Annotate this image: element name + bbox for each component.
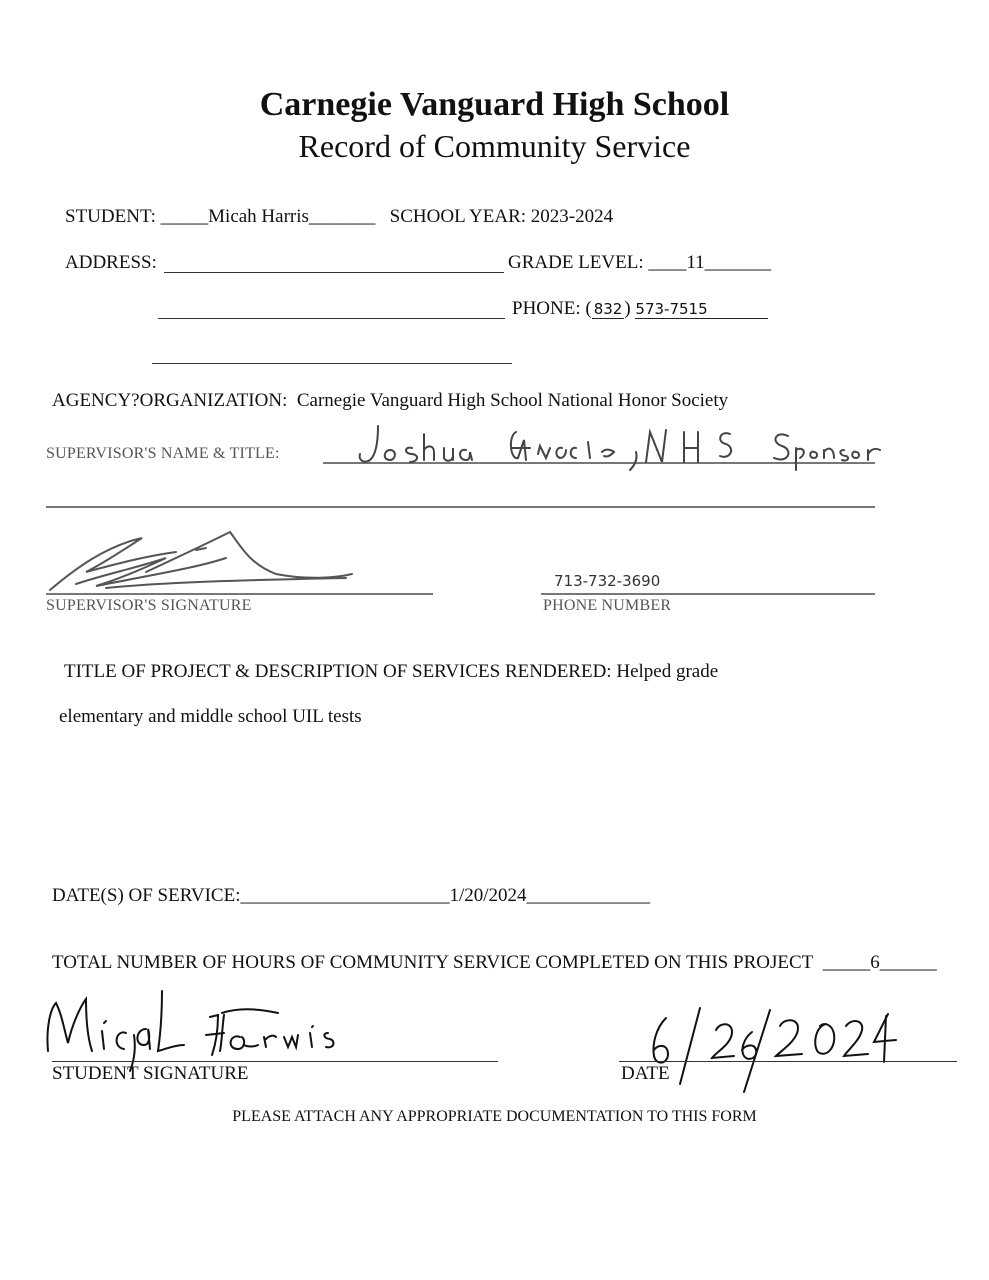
address-line-1[interactable] bbox=[164, 272, 504, 273]
phone-label: PHONE: bbox=[512, 298, 581, 319]
supervisor-signature-graphic bbox=[46, 528, 366, 598]
phone-area-code[interactable]: 832 bbox=[593, 300, 623, 318]
supervisor-signature-label: SUPERVISOR'S SIGNATURE bbox=[46, 597, 252, 614]
project-label: TITLE OF PROJECT & DESCRIPTION OF SERVICES RENDERED: bbox=[64, 661, 612, 682]
student-signature-line[interactable] bbox=[52, 1061, 498, 1062]
grade-underline-post: _______ bbox=[704, 252, 772, 273]
agency-row bbox=[52, 390, 728, 412]
address-label: ADDRESS: bbox=[65, 252, 157, 273]
hours-row bbox=[52, 952, 937, 974]
student-name-underline-pre: _____ bbox=[160, 206, 209, 227]
date-signed-handwriting bbox=[640, 1004, 900, 1094]
student-name[interactable]: Micah Harris bbox=[208, 206, 309, 227]
hours-label: TOTAL NUMBER OF HOURS OF COMMUNITY SERVICE COMPLETED ON THIS PROJECT bbox=[52, 952, 814, 973]
student-signature-label: STUDENT SIGNATURE bbox=[52, 1063, 249, 1084]
address-line-3[interactable] bbox=[152, 363, 512, 364]
supervisor-phone-value[interactable]: 713-732-3690 bbox=[554, 572, 661, 590]
supervisor-extra-line bbox=[46, 506, 875, 508]
phone-paren-close: ) bbox=[624, 298, 631, 319]
phone-paren-open: ( bbox=[585, 298, 592, 319]
phone-row bbox=[512, 298, 768, 320]
school-name: Carnegie Vanguard High School bbox=[259, 86, 730, 123]
address-line-2[interactable] bbox=[158, 318, 505, 319]
service-date-underline-pre: ______________________ bbox=[240, 885, 450, 906]
agency-value[interactable]: Carnegie Vanguard High School National Honor Society bbox=[296, 390, 729, 411]
project-row bbox=[64, 661, 718, 683]
student-row bbox=[65, 206, 613, 228]
hours-underline-pre: _____ bbox=[822, 952, 871, 973]
service-date-underline-post: _____________ bbox=[526, 885, 651, 906]
student-label: STUDENT: bbox=[65, 206, 156, 227]
footer-note: PLEASE ATTACH ANY APPROPRIATE DOCUMENTATION TO THIS FORM bbox=[232, 1108, 757, 1125]
form-title: Record of Community Service bbox=[298, 128, 691, 164]
grade-row bbox=[508, 252, 771, 274]
date-signed-label: DATE bbox=[621, 1063, 670, 1084]
school-year-label: SCHOOL YEAR: bbox=[389, 206, 527, 227]
grade-value[interactable]: 11 bbox=[686, 252, 705, 273]
supervisor-phone-label: PHONE NUMBER bbox=[543, 597, 672, 614]
phone-number[interactable]: 573-7515 bbox=[635, 300, 768, 319]
date-signed-line[interactable] bbox=[619, 1061, 957, 1062]
school-year-value[interactable]: 2023-2024 bbox=[530, 206, 614, 227]
supervisor-name-handwriting bbox=[340, 418, 900, 478]
grade-underline-pre: ____ bbox=[648, 252, 687, 273]
grade-label: GRADE LEVEL: bbox=[508, 252, 644, 273]
service-date-value[interactable]: 1/20/2024 bbox=[449, 885, 527, 906]
student-name-underline-post: _______ bbox=[308, 206, 376, 227]
supervisor-name-label: SUPERVISOR'S NAME & TITLE: bbox=[46, 445, 280, 462]
service-date-label: DATE(S) OF SERVICE: bbox=[52, 885, 241, 906]
project-desc-line-2[interactable]: elementary and middle school UIL tests bbox=[59, 706, 362, 727]
supervisor-signature-line bbox=[46, 593, 433, 595]
agency-label: AGENCY?ORGANIZATION: bbox=[52, 390, 288, 411]
service-date-row bbox=[52, 885, 650, 907]
hours-underline-post: ______ bbox=[879, 952, 937, 973]
hours-value[interactable]: 6 bbox=[870, 952, 880, 973]
project-desc-line-1[interactable]: Helped grade bbox=[616, 661, 719, 682]
supervisor-phone-line bbox=[541, 593, 875, 595]
